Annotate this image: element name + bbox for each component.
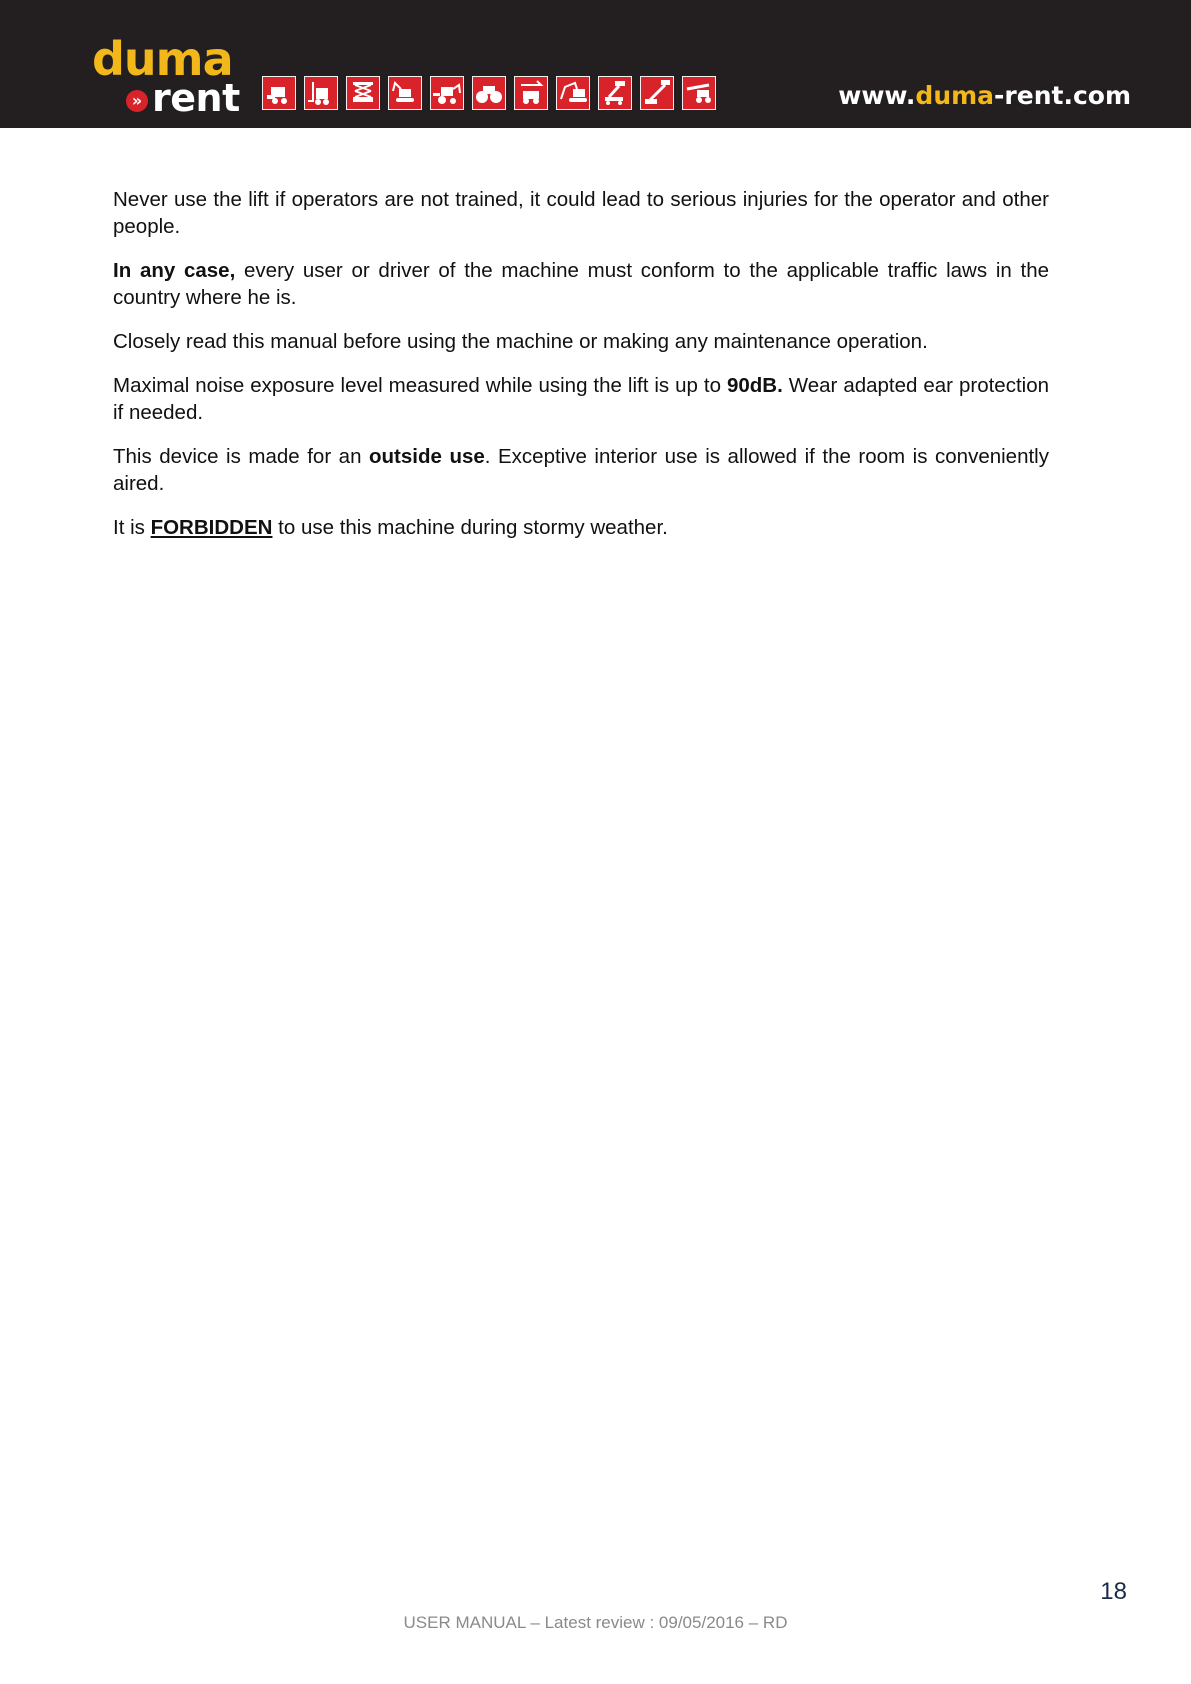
paragraph-outside-use	[113, 443, 1049, 497]
paragraph-noise-start: Maximal noise exposure level measured while using the lift is up to	[113, 374, 727, 397]
backhoe-loader-icon	[430, 76, 464, 110]
paragraph-traffic-laws-text: every user or driver of the machine must conform to the applicable traffic laws in the country where he is.	[113, 259, 1050, 309]
page-number: 18	[1100, 1578, 1127, 1605]
scissor-lift-icon	[346, 76, 380, 110]
paragraph-training	[113, 186, 1049, 240]
emphasis-outside-use: outside use	[369, 445, 485, 468]
paragraph-noise-end: Wear adapted ear protection if needed.	[113, 374, 1049, 424]
url-accent: duma	[915, 81, 995, 110]
logo-word-rent: rent	[152, 76, 240, 120]
logo-word-duma: duma	[92, 32, 233, 86]
noise-level-value: 90dB.	[726, 374, 783, 397]
crane-truck-icon	[514, 76, 548, 110]
paragraph-stormy-weather-end: to use this machine during stormy weather.	[272, 516, 668, 539]
manual-body	[113, 186, 1049, 558]
paragraph-outside-use-end: . Exceptive interior use is allowed if the room is conveniently aired.	[113, 445, 1049, 495]
telehandler-icon	[682, 76, 716, 110]
paragraph-outside-use-start: This device is made for an	[113, 445, 370, 468]
boom-lift-icon	[640, 76, 674, 110]
page-footer: USER MANUAL – Latest review : 09/05/2016 – RD	[403, 1613, 788, 1632]
mini-excavator-icon	[388, 76, 422, 110]
paragraph-training-text: Never use the lift if operators are not trained, it could lead to serious injuries for the operator and other people.	[113, 188, 1049, 238]
paragraph-read-manual	[113, 328, 1049, 355]
machine-icon-strip	[262, 76, 716, 110]
paragraph-traffic-laws	[113, 257, 1049, 311]
paragraph-read-manual-text: Closely read this manual before using the machine or making any maintenance operation.	[113, 330, 928, 353]
excavator-icon	[556, 76, 590, 110]
compactor-icon	[472, 76, 506, 110]
paragraph-stormy-weather	[113, 514, 1049, 541]
paragraph-stormy-weather-start: It is	[113, 516, 151, 539]
url-prefix: www.	[838, 81, 916, 110]
duma-rent-logo	[92, 32, 242, 120]
website-url[interactable]	[838, 80, 1131, 112]
logo-chevron-icon: »	[126, 90, 148, 112]
emphasis-in-any-case: In any case,	[113, 259, 236, 282]
logo-rent-row	[126, 78, 240, 118]
paragraph-noise	[113, 372, 1049, 426]
forklift-icon	[304, 76, 338, 110]
page-header	[0, 0, 1191, 128]
aerial-platform-icon	[598, 76, 632, 110]
url-suffix: -rent.com	[994, 81, 1131, 110]
skid-steer-icon	[262, 76, 296, 110]
emphasis-forbidden: FORBIDDEN	[150, 516, 273, 539]
